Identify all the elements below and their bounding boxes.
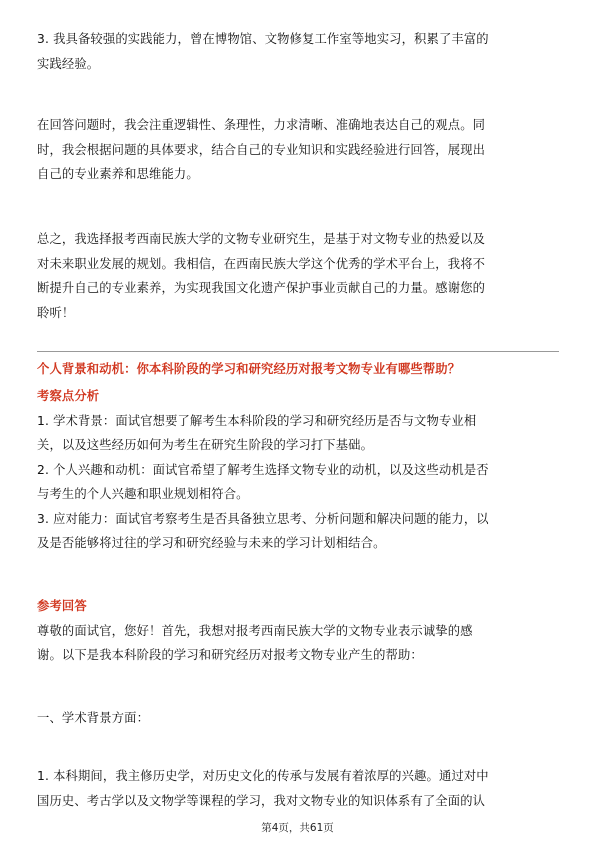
text-line: 聆听！ (37, 305, 75, 320)
text-line: 断提升自己的专业素养，为实现我国文化遗产保护事业贡献自己的力量。感谢您的 (37, 281, 486, 295)
text-line: 对未来职业发展的规划。我相信，在西南民族大学这个优秀的学术平台上，我将不 (37, 256, 486, 271)
question-heading: 个人背景和动机：你本科阶段的学习和研究经历对报考文物专业有哪些帮助？ (37, 362, 461, 376)
text-line: 时，我会根据问题的具体要求，结合自己的专业知识和实践经验进行回答，展现出 (37, 142, 486, 157)
page-number: 第4页，共61页 (261, 822, 334, 834)
paragraph-summary (37, 227, 559, 325)
text-line: 1. 本科期间，我主修历史学，对历史文化的传承与发展有着浓厚的兴趣。通过对中 (37, 769, 489, 783)
text-line: 与考生的个人兴趣和职业规划相符合。 (37, 487, 249, 501)
paragraph-practice (37, 27, 559, 76)
paragraph-answering (37, 113, 559, 187)
paragraph-undergrad (37, 764, 559, 813)
text-line: 实践经验。 (37, 56, 100, 71)
text-line: 国历史、考古学以及文物学等课程的学习，我对文物专业的知识体系有了全面的认 (37, 793, 486, 808)
text-line: 总之，我选择报考西南民族大学的文物专业研究生，是基于对文物专业的热爱以及 (37, 232, 486, 246)
text-line: 1. 学术背景：面试官想要了解考生本科阶段的学习和研究经历是否与文物专业相 (37, 413, 477, 428)
reference-section (37, 594, 559, 668)
reference-heading: 参考回答 (37, 599, 87, 613)
text-line: 自己的专业素养和思维能力。 (37, 167, 199, 181)
text-line: 及是否能够将过往的学习和研究经验与未来的学习计划相结合。 (37, 536, 386, 550)
analysis-heading: 考察点分析 (37, 389, 100, 403)
text-line: 关，以及这些经历如何为考生在研究生阶段的学习打下基础。 (37, 438, 374, 452)
text-line: 谢。以下是我本科阶段的学习和研究经历对报考文物专业产生的帮助： (37, 648, 423, 662)
academic-background-heading (37, 706, 559, 731)
text-line: 3. 应对能力：面试官考察考生是否具备独立思考、分析问题和解决问题的能力，以 (37, 511, 489, 526)
text-line: 2. 个人兴趣和动机：面试官希望了解考生选择文物专业的动机，以及这些动机是否 (37, 462, 489, 477)
analysis-section (37, 384, 559, 556)
text-line: 3. 我具备较强的实践能力，曾在博物馆、文物修复工作室等地实习，积累了丰富的 (37, 32, 489, 46)
question-title (37, 357, 559, 382)
text-line: 一、学术背景方面： (37, 711, 150, 725)
text-line: 在回答问题时，我会注重逻辑性、条理性，力求清晰、准确地表达自己的观点。同 (37, 118, 486, 132)
section-divider (37, 351, 559, 352)
text-line: 尊敬的面试官，您好！首先，我想对报考西南民族大学的文物专业表示诚挚的感 (37, 623, 473, 638)
